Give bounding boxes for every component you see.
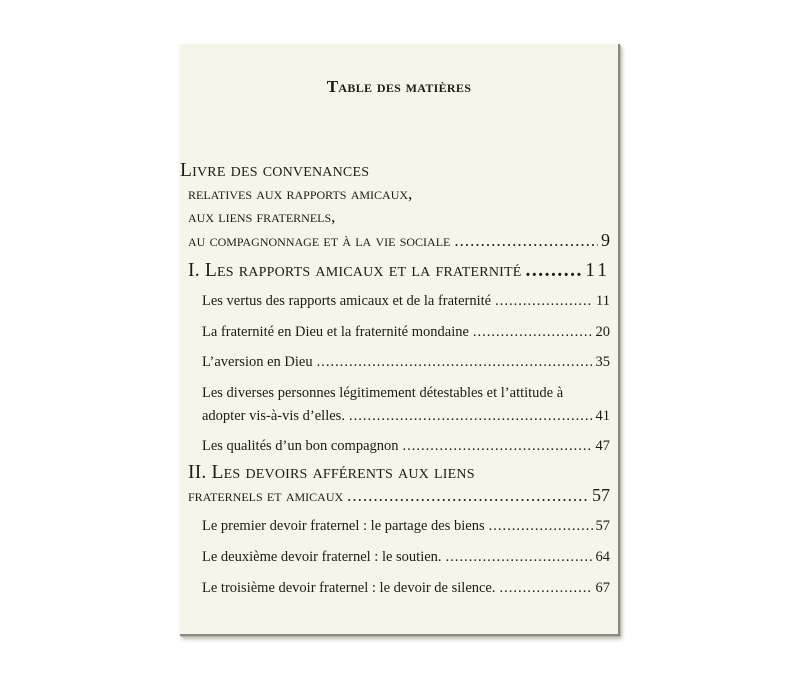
page-number: 20 <box>595 324 610 340</box>
toc-entry: La fraternité en Dieu et la fraternité mondaine ..... 20 <box>202 324 610 341</box>
book-title-line-1: Livre des convenances <box>180 160 370 181</box>
leader-dots <box>526 260 583 282</box>
leader-dots <box>446 549 593 566</box>
toc-entry-line-1: Les diverses personnes légitimement détestables et l’attitude à <box>202 385 564 401</box>
leader-dots <box>317 354 593 371</box>
leader-dots <box>500 580 593 597</box>
page-number: 9 <box>601 230 610 250</box>
page-number: 67 <box>595 580 610 596</box>
toc-title: Table des matières <box>326 77 472 96</box>
leader-dots <box>403 438 593 455</box>
toc-entry: Les qualités d’un bon compagnon ..... 47 <box>202 438 610 455</box>
page-number: 11 <box>585 260 610 281</box>
page-number: 47 <box>595 438 610 454</box>
part-2-heading-line-1: II. Les devoirs afférents aux liens <box>188 462 475 483</box>
toc-entry-line-2: adopter vis-à-vis d’elles. ..... 41 <box>202 408 610 425</box>
toc-entry: Le troisième devoir fraternel : le devoir de silence. ..... 67 <box>202 580 610 597</box>
toc-entry: Les vertus des rapports amicaux et de la fraternité ..... 11 <box>202 293 610 310</box>
leader-dots <box>495 293 593 310</box>
toc-entry: Le deuxième devoir fraternel : le soutien. ..... 64 <box>202 549 610 566</box>
part-2-heading-line-2: fraternels et amicaux ..... 57 <box>188 485 610 506</box>
leader-dots <box>349 408 593 425</box>
part-1-heading: I. Les rapports amicaux et la fraternité ..... 11 <box>188 260 610 282</box>
leader-dots <box>347 486 589 506</box>
toc-entry: L’aversion en Dieu ..... 35 <box>202 354 610 371</box>
page-number: 64 <box>595 549 610 565</box>
page-number: 57 <box>595 518 610 534</box>
book-page <box>180 44 620 636</box>
toc-entry: Le premier devoir fraternel : le partage des biens ..... 57 <box>202 518 610 535</box>
page-number: 11 <box>596 293 610 309</box>
page-number: 41 <box>595 408 610 424</box>
leader-dots <box>473 324 593 341</box>
page-number: 35 <box>595 354 610 370</box>
leader-dots <box>489 518 593 535</box>
book-title-line-3: aux liens fraternels, <box>188 207 336 226</box>
book-title-line-4: au compagnonnage et à la vie sociale ..... 9 <box>188 230 610 251</box>
leader-dots <box>454 231 598 251</box>
page-number: 57 <box>592 485 610 505</box>
book-title-line-2: relatives aux rapports amicaux, <box>188 184 413 203</box>
